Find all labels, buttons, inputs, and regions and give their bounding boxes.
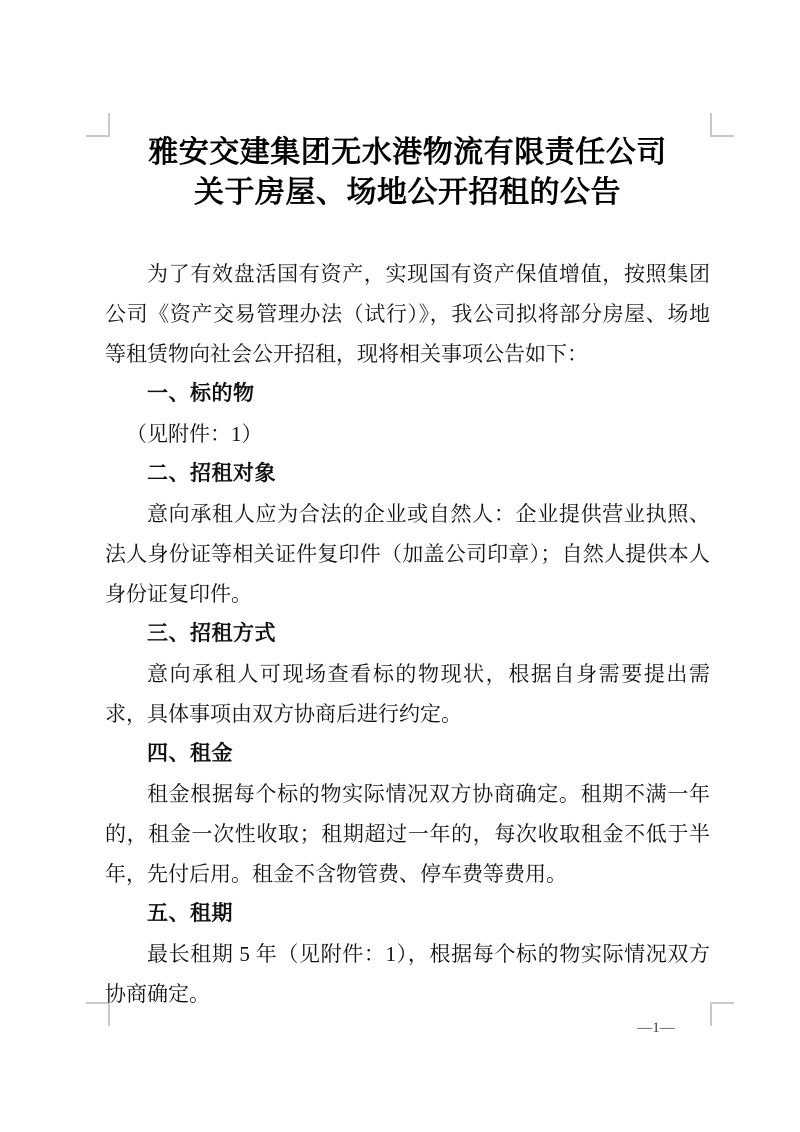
crop-mark-bottom-right-icon xyxy=(710,1002,734,1026)
paragraph-section-4: 租金根据每个标的物实际情况双方协商确定。租期不满一年的，租金一次性收取；租期超过一年的，每次收取租金不低于半年，先付后用。租金不含物管费、停车费等费用。 xyxy=(105,782,710,886)
attachment-note: （见附件：1） xyxy=(126,422,263,446)
heading-section-3: 三、招租方式 xyxy=(147,622,276,645)
page-number: —1— xyxy=(637,1020,675,1036)
heading-section-2: 二、招租对象 xyxy=(147,462,276,485)
document-body xyxy=(105,254,710,1014)
title-line-2: 关于房屋、场地公开招租的公告 xyxy=(194,176,621,209)
heading-section-1: 一、标的物 xyxy=(147,382,255,405)
crop-mark-top-right-icon xyxy=(710,113,734,137)
heading-section-4: 四、租金 xyxy=(147,742,233,765)
paragraph-intro: 为了有效盘活国有资产，实现国有资产保值增值，按照集团公司《资产交易管理办法（试行）》，我公司拟将部分房屋、场地等租赁物向社会公开招租，现将相关事项公告如下： xyxy=(105,262,710,366)
heading-section-5: 五、租期 xyxy=(147,902,233,925)
paragraph-section-2: 意向承租人应为合法的企业或自然人：企业提供营业执照、法人身份证等相关证件复印件（加盖公司印章）；自然人提供本人身份证复印件。 xyxy=(105,502,710,606)
document-content xyxy=(105,133,710,1014)
paragraph-section-3: 意向承租人可现场查看标的物现状，根据自身需要提出需求，具体事项由双方协商后进行约定。 xyxy=(105,662,710,726)
document-title xyxy=(105,133,710,213)
title-line-1: 雅安交建集团无水港物流有限责任公司 xyxy=(148,136,667,169)
paragraph-section-5: 最长租期 5 年（见附件：1），根据每个标的物实际情况双方协商确定。 xyxy=(105,942,710,1006)
